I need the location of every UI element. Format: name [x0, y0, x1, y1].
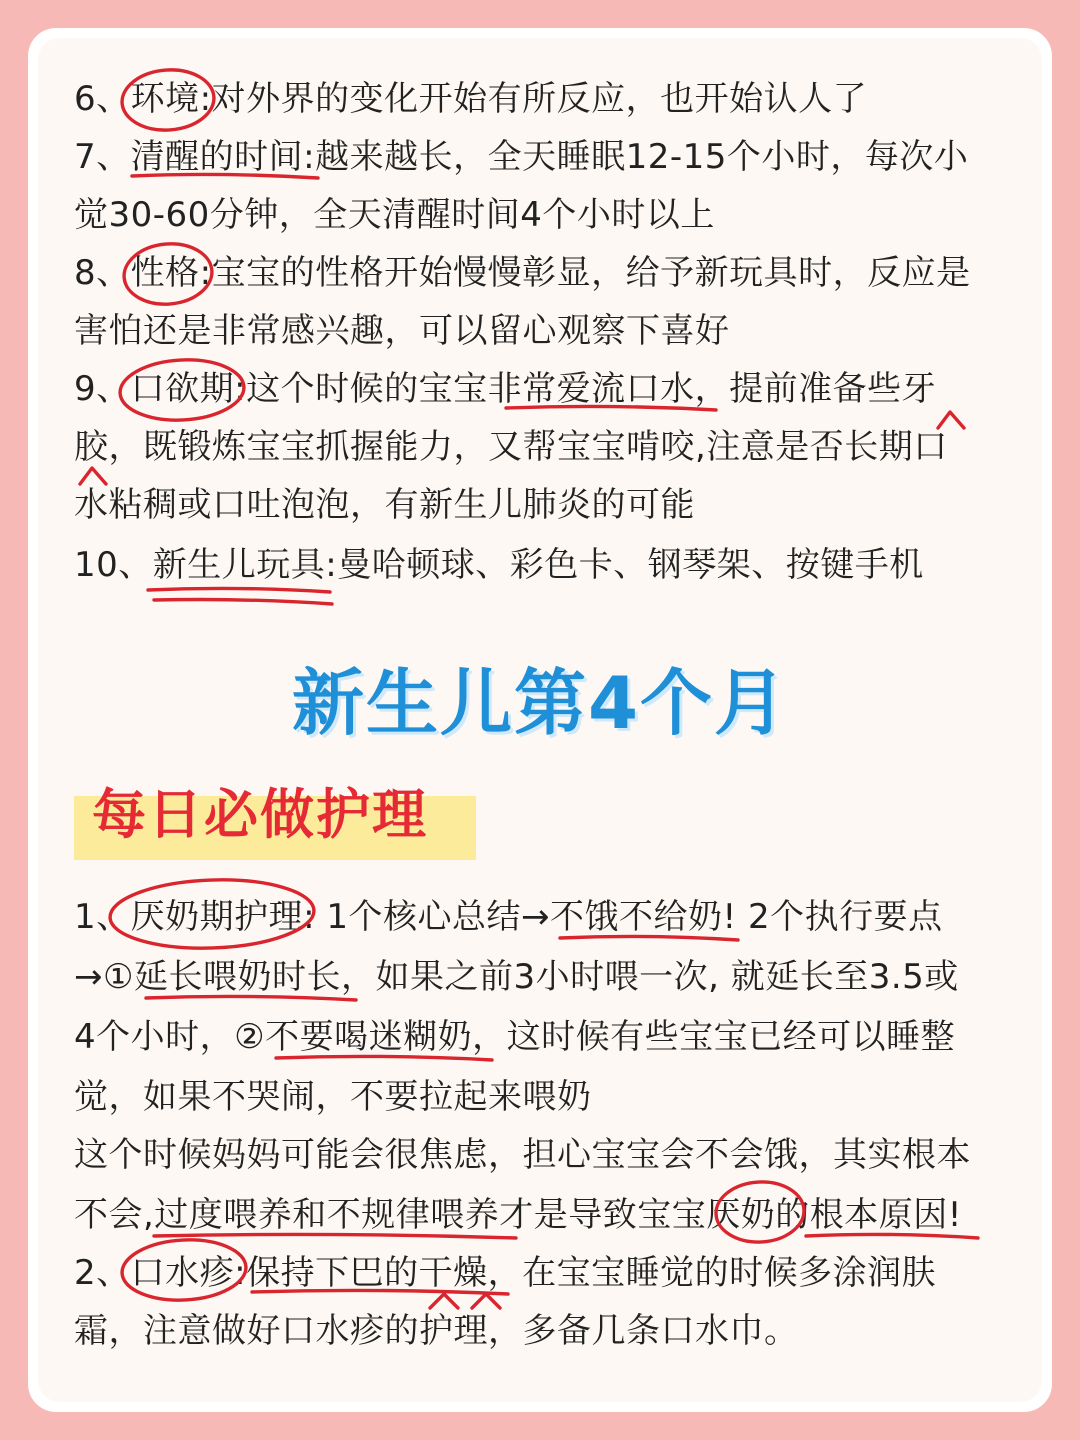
- text-line: 害怕还是非常感兴趣，可以留心观察下喜好: [74, 311, 730, 351]
- page-title: 新生儿第4个月: [291, 661, 789, 745]
- text-line: 霜，注意做好口水疹的护理，多备几条口水巾。: [74, 1311, 799, 1351]
- text-line: 这个时候妈妈可能会很焦虑，担心宝宝会不会饿，其实根本: [74, 1135, 971, 1175]
- text-line: 2、口水疹:保持下巴的干燥，在宝宝睡觉的时候多涂润肤: [74, 1253, 937, 1293]
- text-line: 1、厌奶期护理: 1个核心总结→不饿不给奶! 2个执行要点: [74, 897, 943, 937]
- text-line: 不会,过度喂养和不规律喂养才是导致宝宝厌奶的根本原因!: [74, 1195, 962, 1235]
- text-line: 觉30-60分钟，全天清醒时间4个小时以上: [74, 195, 715, 235]
- text-line: 10、新生儿玩具:曼哈顿球、彩色卡、钢琴架、按键手机: [74, 545, 924, 585]
- text-line: 4个小时，②不要喝迷糊奶，这时候有些宝宝已经可以睡整: [74, 1017, 956, 1057]
- text-line: 水粘稠或口吐泡泡，有新生儿肺炎的可能: [74, 485, 695, 525]
- section-heading: 每日必做护理: [92, 783, 428, 846]
- text-line: 8、性格:宝宝的性格开始慢慢彰显，给予新玩具时，反应是: [74, 253, 971, 293]
- text-line: 觉，如果不哭闹，不要拉起来喂奶: [74, 1077, 592, 1117]
- text-line: 9、口欲期:这个时候的宝宝非常爱流口水，提前准备些牙: [74, 369, 937, 409]
- text-line: 胶，既锻炼宝宝抓握能力，又帮宝宝啃咬,注意是否长期口: [74, 427, 948, 467]
- text-line: 7、清醒的时间:越来越长，全天睡眠12-15个小时，每次小: [74, 137, 969, 177]
- text-line: →①延长喂奶时长，如果之前3小时喂一次, 就延长至3.5或: [74, 957, 959, 997]
- text-line: 6、环境:对外界的变化开始有所反应，也开始认人了: [74, 79, 868, 119]
